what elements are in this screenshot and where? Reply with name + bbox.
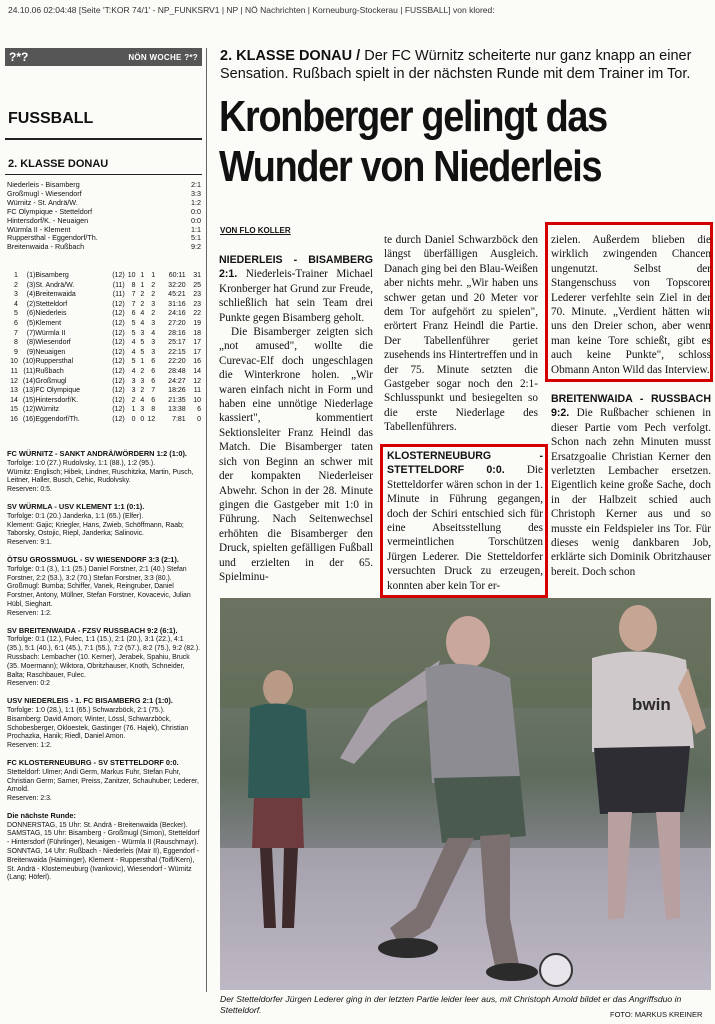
standings-cell: 31 [193, 272, 201, 279]
article-column-2b [387, 449, 543, 593]
standings-cell: 12 [193, 377, 201, 385]
match-report [7, 450, 201, 495]
standings-cell: 10 [127, 272, 136, 279]
sidebar-tag: ?*? [9, 50, 29, 64]
standings-cell: (12) [112, 358, 125, 366]
standings-cell: 5 [140, 348, 145, 356]
standings-row [7, 319, 201, 329]
standings-cell: 4 [131, 339, 136, 347]
standings-cell: 3 [140, 377, 145, 385]
standings-cell: 5 [13, 310, 18, 318]
standings-cell: 11 [10, 367, 18, 375]
match-report-head: FC KLOSTERNEUBURG - SV STETTELDORF 0:0. [7, 757, 179, 767]
standings-cell: 18:26 [168, 387, 186, 395]
match-report [7, 556, 201, 619]
c1-text: Niederleis-Trainer Michael Kronberger hat Grund zur Freude, schließlich hat sein Team drei Punkte gegen Bisamberg geholt. [219, 268, 373, 324]
standings-row [7, 415, 201, 425]
result-score: 0:0 [191, 206, 201, 216]
c1-paragraph-2: Die Bisamberger zeigten sich „not amused", wollte die Curevac-Elf doch ungeschlagen die Winterkrone holen. „Wir waren einfach nicht in Form und haben eine unnötige Niederlage kassiert", kommentiert Sektionsleiter Franz Heindl das Match. Die Bisamberger taten sich von Beginn an schwer mit der kompakten Niederleiser Abwehr. Schon in der 28. Minute gingen die Gastgeber mit 1:0 in Führung. Nach Seitenwechsel erhöhten die Bisamberger den Druck, spielten gefälligen Fußball und erzielten in der 65. Spielminu- [219, 326, 373, 583]
standings-cell: 7 [131, 300, 136, 308]
standings-cell: (12) [112, 272, 125, 279]
meta-line: 24.10.06 02:04:48 [Seite 'T:KOR 74/1' - NP_FUNKSRV1 | NP | NÖ Nachrichten | Korneuburg-Stockerau | FUSSBALL] von klored: [8, 5, 495, 15]
match-report-line: Reserven: 9:1. [7, 539, 52, 547]
standings-cell: Breitenwaida [35, 291, 76, 299]
standings-cell: Eggendorf/Th. [35, 415, 80, 423]
standings-cell: 6 [13, 319, 18, 327]
match-report-line: Stetteldorf: Ulmer; Andi Germ, Markus Fuhr, Stefan Fuhr, Christian Germ; Sarner, Preiss, Zanitzer, Schauhuber; Lederer, Arnold. [7, 768, 199, 794]
standings-cell: (12) [112, 406, 125, 414]
standings-cell: 0 [140, 415, 145, 423]
standings-row [7, 367, 201, 377]
standings-cell: (12) [112, 387, 125, 395]
photo-caption: Der Stetteldorfer Jürgen Lederer ging in der letzten Partie leider leer aus, mit Christoph Arnold bildet er das Angriffsduo in Stetteldorf. [220, 994, 682, 1015]
league-rule [5, 174, 202, 175]
standings-cell: 23 [193, 291, 201, 299]
standings-cell: 0 [197, 415, 201, 423]
match-report-line: Reserven: 0:2 [7, 680, 50, 688]
standings-table [7, 271, 201, 425]
headline [219, 92, 644, 192]
standings-cell: 3 [140, 406, 145, 414]
standings-row [7, 290, 201, 300]
standings-cell: (12) [112, 377, 125, 385]
match-report-head: ÖTSU GROSSMUGL - SV WIESENDORF 3:3 (2:1). [7, 554, 179, 564]
standings-row [7, 309, 201, 319]
standings-cell: 10 [10, 358, 18, 366]
standings-cell: 6 [151, 377, 156, 385]
standings-cell: 5 [140, 339, 145, 347]
standings-cell: 2 [140, 387, 145, 395]
standings-row [7, 300, 201, 310]
standings-row [7, 329, 201, 339]
match-report-line: Reserven: 1:2. [7, 609, 52, 617]
standings-cell: 7:81 [172, 415, 186, 423]
standings-cell: 1 [151, 272, 156, 279]
next-round-line: DONNERSTAG, 15 Uhr: St. Andrä - Breitenwaida (Becker). [7, 821, 188, 829]
standings-cell: 7 [151, 387, 156, 395]
result-score: 5:1 [191, 233, 201, 243]
next-round-line: SAMSTAG, 15 Uhr: Bisamberg - Großmugl (Simon), Stetteldorf - Hintersdorf (Führlinger), Neuaigen - Würmla II (Rauschmayr). [7, 830, 200, 847]
match-report-line: Klement: Gajic; Kriegler, Hans, Zwieb, Schöffmann, Raab; Taborsky, Ostojic, Riepl, Janderka; Salinovic. [7, 521, 184, 538]
results-list [7, 181, 201, 252]
article-column-3b [551, 392, 711, 579]
jersey-text: bwin [632, 695, 671, 714]
match-report-line: Würnitz: Englisch; Hibek, Lindner, Ruschitzka, Martin, Pusch, Leitner, Haller, Busch, Cehic, Rudolvsky. [7, 468, 194, 485]
standings-cell: 16 [193, 358, 201, 366]
standings-cell: (15) [22, 396, 36, 404]
standings-cell: (5) [26, 319, 36, 327]
match-report-head: SV WÜRMLA - USV KLEMENT 1:1 (0:1). [7, 501, 145, 511]
photo-illustration [220, 598, 711, 990]
standings-cell: 22 [193, 310, 201, 318]
standings-cell: 0 [131, 415, 136, 423]
kicker-bold: 2. KLASSE DONAU / [220, 48, 361, 64]
standings-cell: 4 [131, 348, 136, 356]
standings-cell: 3 [151, 319, 156, 327]
sidebar-tag-right: NÖN WOCHE ?*? [128, 53, 198, 62]
standings-cell: 18 [193, 329, 201, 337]
standings-cell: 6 [151, 367, 156, 375]
standings-cell: 24:16 [168, 310, 186, 318]
match-report [7, 503, 201, 548]
next-round-title: Die nächste Runde: [7, 810, 76, 820]
standings-cell: (12) [112, 339, 125, 347]
c3b-lead: BREITENWAIDA - RUSSBACH 9:2. [551, 393, 711, 420]
standings-cell: (7) [26, 329, 36, 337]
standings-cell: (8) [26, 339, 36, 347]
standings-cell: 8 [151, 406, 156, 414]
match-report-line: Russbach: Lembacher (10. Kerner), Jerabek, Spahiu, Bruck (35. Moermann); Wiktora, Obritzhauser, Knoth, Schneider, Balta; Raschbauer, Fulec. [7, 653, 190, 679]
c3-paragraph: zielen. Außerdem blieben die wirklich zwingenden Chancen ungenutzt. Selbst der Stangenschuss von Topscorer Lederer verfehlte sein Ziel in der 70. Minute. „Verdient hätten wir uns den Dreier schon, aber wenn man keine Tore schießt, gibt es auch keine Punkte", schloss Obmann Anton Wild das Interview. [551, 234, 711, 376]
standings-cell: 19 [193, 319, 201, 327]
standings-row [7, 377, 201, 387]
standings-cell: 25:17 [168, 339, 186, 347]
result-score: 9:2 [191, 242, 201, 252]
article-column-3 [551, 233, 711, 377]
standings-row [7, 271, 201, 281]
headline-line-1: Kronberger gelingt das [219, 92, 607, 141]
standings-cell: 15 [10, 406, 18, 414]
standings-cell: 9 [13, 348, 18, 356]
standings-cell: (12) [112, 300, 125, 308]
standings-row [7, 405, 201, 415]
standings-cell: 3 [13, 291, 18, 299]
result-score: 1:2 [191, 197, 201, 207]
result-match: Großmugl - Wiesendorf [7, 188, 82, 198]
standings-cell: Hintersdorf/K. [35, 396, 79, 404]
standings-cell: 22:20 [168, 358, 186, 366]
ball-icon [540, 954, 572, 986]
article-column-2 [384, 233, 538, 435]
standings-cell: (12) [112, 329, 125, 337]
standings-cell: (12) [112, 310, 125, 318]
standings-cell: 4 [140, 310, 145, 318]
match-report-head: FC WÜRNITZ - SANKT ANDRÄ/WÖRDERN 1:2 (1:0). [7, 449, 187, 458]
standings-cell: 17 [193, 348, 201, 356]
standings-cell: 1 [140, 358, 145, 366]
standings-cell: 5 [131, 358, 136, 366]
result-score: 3:3 [191, 188, 201, 198]
standings-cell: Neuaigen [35, 348, 66, 356]
standings-cell: 2 [13, 281, 18, 289]
standings-cell: 11 [193, 387, 201, 395]
photo-credit: FOTO: MARKUS KREINER [610, 1010, 703, 1019]
result-match: Niederleis - Bisamberg [7, 180, 80, 189]
standings-cell: 27:20 [168, 319, 186, 327]
result-match: Ruppersthal - Eggendorf/Th. [7, 233, 98, 243]
match-report-line: Torfolge: 0:1 (3.), 1:1 (25.) Daniel Forstner, 2:1 (40.) Stefan Forstner, 2:2 (53.), 3:2 (70.) Stefan Forstner, 3:3 (80.). [7, 565, 187, 582]
standings-cell: Bisamberg [35, 272, 69, 279]
result-score: 2:1 [191, 180, 201, 189]
standings-cell: (16) [22, 415, 36, 423]
standings-cell: 6 [151, 358, 156, 366]
standings-cell: (10) [22, 358, 36, 366]
next-round-line: SONNTAG, 14 Uhr: Rußbach - Niederleis (Mair II), Eggendorf - Breitenwaida (Haiminger), Klement - Ruppersthal (Toifl/Kern), St. Andrä - Klosterneuburg (Ivankovic), Wiesendorf - Würnitz (Lang; Höferl). [7, 848, 200, 882]
standings-cell: 7 [131, 291, 136, 299]
result-match: Hintersdorf/K. - Neuaigen [7, 215, 89, 225]
standings-cell: 4 [13, 300, 18, 308]
match-report-head: USV NIEDERLEIS - 1. FC BISAMBERG 2:1 (1:0). [7, 696, 173, 706]
standings-cell: (12) [112, 396, 125, 404]
standings-cell: 10 [193, 396, 201, 404]
standings-cell: 5 [131, 329, 136, 337]
match-report-line: Großmugl: Bumba; Schiffer, Vanek, Reingruber, Daniel Forstner, Antony, Müllner, Stefan Forstner, Kovacevic, Julian Hübl, Sieghart. [7, 583, 191, 608]
standings-cell: 4 [140, 396, 145, 404]
standings-cell: 28:16 [168, 329, 186, 337]
section-rule [5, 138, 202, 140]
standings-cell: Würmla II [35, 329, 66, 337]
standings-cell: 6 [131, 310, 136, 318]
standings-cell: 4 [131, 367, 136, 375]
match-photo [220, 598, 711, 990]
headline-line-2: Wunder von Niederleis [219, 142, 602, 191]
standings-cell: 3 [151, 300, 156, 308]
standings-cell: 13:38 [168, 406, 186, 414]
standings-cell: Rußbach [35, 367, 64, 375]
standings-cell: 1 [140, 272, 145, 279]
standings-cell: (6) [26, 310, 36, 318]
standings-cell: FC Olympique [35, 387, 81, 395]
standings-row [7, 281, 201, 291]
standings-cell: (3) [26, 281, 36, 289]
match-report-line: Reserven: 1:2. [7, 742, 52, 750]
sidebar-tag-bar [5, 48, 202, 66]
standings-cell: 14 [10, 396, 18, 404]
standings-cell: (12) [22, 406, 36, 414]
result-row [7, 243, 201, 252]
standings-row [7, 396, 201, 406]
standings-cell: (11) [112, 291, 125, 299]
standings-cell: 6 [197, 406, 201, 414]
match-report-line: Bisamberg: David Amon; Winter, Lössl, Schwarzböck, Schobesberger, Okloestek, Gastinger (76. Hajek), Christian Prochazka, Hanik; Riedl, Daniel Amon. [7, 715, 189, 741]
standings-cell: (12) [112, 367, 125, 375]
standings-cell: 1 [13, 272, 18, 279]
standings-cell: 17 [193, 339, 201, 347]
standings-cell: 12 [147, 415, 156, 423]
match-report-line: Torfolge: 1:0 (28.), 1:1 (65.) Schwarzböck, 2:1 (75.). [7, 706, 165, 714]
standings-cell: 4 [140, 319, 145, 327]
standings-cell: 32:20 [168, 281, 186, 289]
match-report [7, 697, 201, 751]
standings-row [7, 348, 201, 358]
result-match: Breitenwaida - Rußbach [7, 242, 85, 252]
standings-cell: Würnitz [35, 406, 60, 414]
match-report-head: SV BREITENWAIDA - FZSV RUSSBACH 9:2 (6:1). [7, 625, 178, 635]
result-score: 0:0 [191, 215, 201, 225]
standings-cell: (1) [26, 272, 36, 279]
column-divider [206, 48, 207, 992]
standings-cell: (11) [23, 367, 36, 375]
standings-cell: (14) [22, 377, 36, 385]
standings-cell: 2 [131, 396, 136, 404]
standings-cell: Großmugl [35, 377, 67, 385]
standings-cell: 2 [140, 291, 145, 299]
standings-cell: 3 [140, 329, 145, 337]
standings-cell: 2 [151, 310, 156, 318]
article-column-1 [219, 253, 373, 584]
result-match: FC Olympique - Stetteldorf [7, 206, 93, 216]
author-byline: VON FLO KOLLER [220, 226, 291, 235]
standings-cell: 2 [140, 300, 145, 308]
standings-cell: 7 [13, 329, 18, 337]
standings-cell: 12 [10, 377, 18, 385]
standings-cell: 3 [151, 348, 156, 356]
standings-cell: 23 [193, 300, 201, 308]
standings-cell: 14 [193, 367, 201, 375]
match-report [7, 627, 201, 690]
standings-cell: Niederleis [35, 310, 67, 318]
standings-cell: Stetteldorf [35, 300, 68, 308]
standings-cell: Klement [35, 319, 62, 327]
standings-cell: 60:11 [168, 272, 186, 279]
standings-cell: 2 [140, 367, 145, 375]
standings-cell: 28:48 [168, 367, 186, 375]
standings-cell: 45:21 [168, 291, 186, 299]
kicker-text: Der FC Würnitz scheiterte nur ganz knapp an einer Sensation. Rußbach spielt in der nächsten Runde mit dem Trainer im Tor. [220, 48, 692, 82]
standings-cell: 3 [131, 387, 136, 395]
match-report-line: Torfolge: 0:1 (20.) Janderka, 1:1 (65.) (Elfer). [7, 512, 144, 520]
standings-cell: (11) [112, 281, 125, 289]
result-score: 1:1 [191, 224, 201, 234]
match-reports [7, 450, 201, 891]
standings-cell: 3 [151, 339, 156, 347]
standings-cell: (12) [112, 415, 125, 423]
match-report-line: Reserven: 2:3. [7, 795, 52, 803]
standings-row [7, 357, 201, 367]
standings-row [7, 386, 201, 396]
standings-cell: 8 [13, 339, 18, 347]
match-report-line: Torfolge: 0:1 (12.), Fulec, 1:1 (15.), 2:1 (20.), 3:1 (22.), 4:1 (35.), 5:1 (40.), 6:1 (45.), 7:1 (55.), 7:2 (57.), 8:2 (75.), 9:2 (82.). [7, 636, 201, 653]
standings-cell: Wiesendorf [35, 339, 71, 347]
standings-cell: 2 [151, 291, 156, 299]
standings-cell: (12) [112, 319, 125, 327]
c2b-lead: KLOSTERNEUBURG - STETTELDORF 0:0. [387, 450, 543, 477]
standings-cell: 1 [131, 406, 136, 414]
c2b-text: Die Stetteldorfer wären schon in der 1. Minute in Führung gegangen, doch der Schiri entschied sich für eine Abseitsstellung des vermeintlichen Torschützen Jürgen Lederer. Die Stetteldorfer versuchten Druck zu erzeugen, konnten aber kein Tor er- [387, 464, 543, 592]
standings-cell: (9) [26, 348, 36, 356]
standings-cell: 25 [193, 281, 201, 289]
standings-cell: 4 [151, 329, 156, 337]
result-match: Würnitz - St. Andrä/W. [7, 197, 78, 207]
c1-lead: NIEDERLEIS - BISAMBERG 2:1. [219, 254, 373, 281]
c2-paragraph: te durch Daniel Schwarzböck den längst überfälligen Ausgleich. Danach ging bei den Blau-Weißen aber nichts mehr. „Wir haben uns schwer getan und 20 Meter vor dem Tor aufgehört zu spielen", erörtert Franz Heindl die Partie. Der Tabellenführer geriet zusehends ins Hintertreffen und in der 75. Minute setzten die Gastgeber sogar noch den 2:1-Schlusspunkt und besiegelten so die erste Niederlage des Tabellenführers. [384, 234, 538, 434]
standings-cell: (13) [22, 387, 36, 395]
result-match: Würmla II - Klement [7, 224, 71, 234]
standings-cell: 16 [10, 415, 18, 423]
standings-cell: Ruppersthal [35, 358, 74, 366]
standings-cell: 2 [151, 281, 156, 289]
next-round [7, 812, 201, 883]
standings-cell: (4) [26, 291, 36, 299]
match-report [7, 759, 201, 804]
standings-row [7, 338, 201, 348]
standings-cell: 21:35 [168, 396, 186, 404]
standings-cell: 13 [10, 387, 18, 395]
kicker [220, 48, 710, 83]
standings-cell: 24:27 [168, 377, 186, 385]
match-report-line: Reserven: 0:5. [7, 486, 52, 494]
standings-cell: 1 [140, 281, 145, 289]
standings-cell: St. Andrä/W. [35, 281, 75, 289]
league-title: 2. KLASSE DONAU [8, 158, 109, 170]
standings-cell: 31:16 [168, 300, 186, 308]
standings-cell: 8 [131, 281, 136, 289]
standings-cell: 5 [131, 319, 136, 327]
standings-cell: (2) [26, 300, 36, 308]
c3b-text: Die Rußbacher schienen in dieser Partie vom Pech verfolgt. Schon nach zehn Minuten musst Ersatzgoalie Christian Kerner den verletzten Lembacher ersetzen. Eigentlich keine große Sache, doch in der Halbzeit schied auch Christoph Kerner aus und so musste ein Feldspieler ins Tor. Für dieses wenig dankbaren Job, erklärte sich Dominik Obritzhauser bereit. Doch schon [551, 407, 711, 578]
standings-cell: (12) [112, 348, 125, 356]
standings-cell: 22:15 [168, 348, 186, 356]
standings-cell: 3 [131, 377, 136, 385]
section-title: FUSSBALL [8, 110, 94, 127]
match-report-line: Torfolge: 1:0 (27.) Rudolvsky, 1:1 (88.), 1:2 (95.). [7, 459, 156, 467]
standings-cell: 6 [151, 396, 156, 404]
